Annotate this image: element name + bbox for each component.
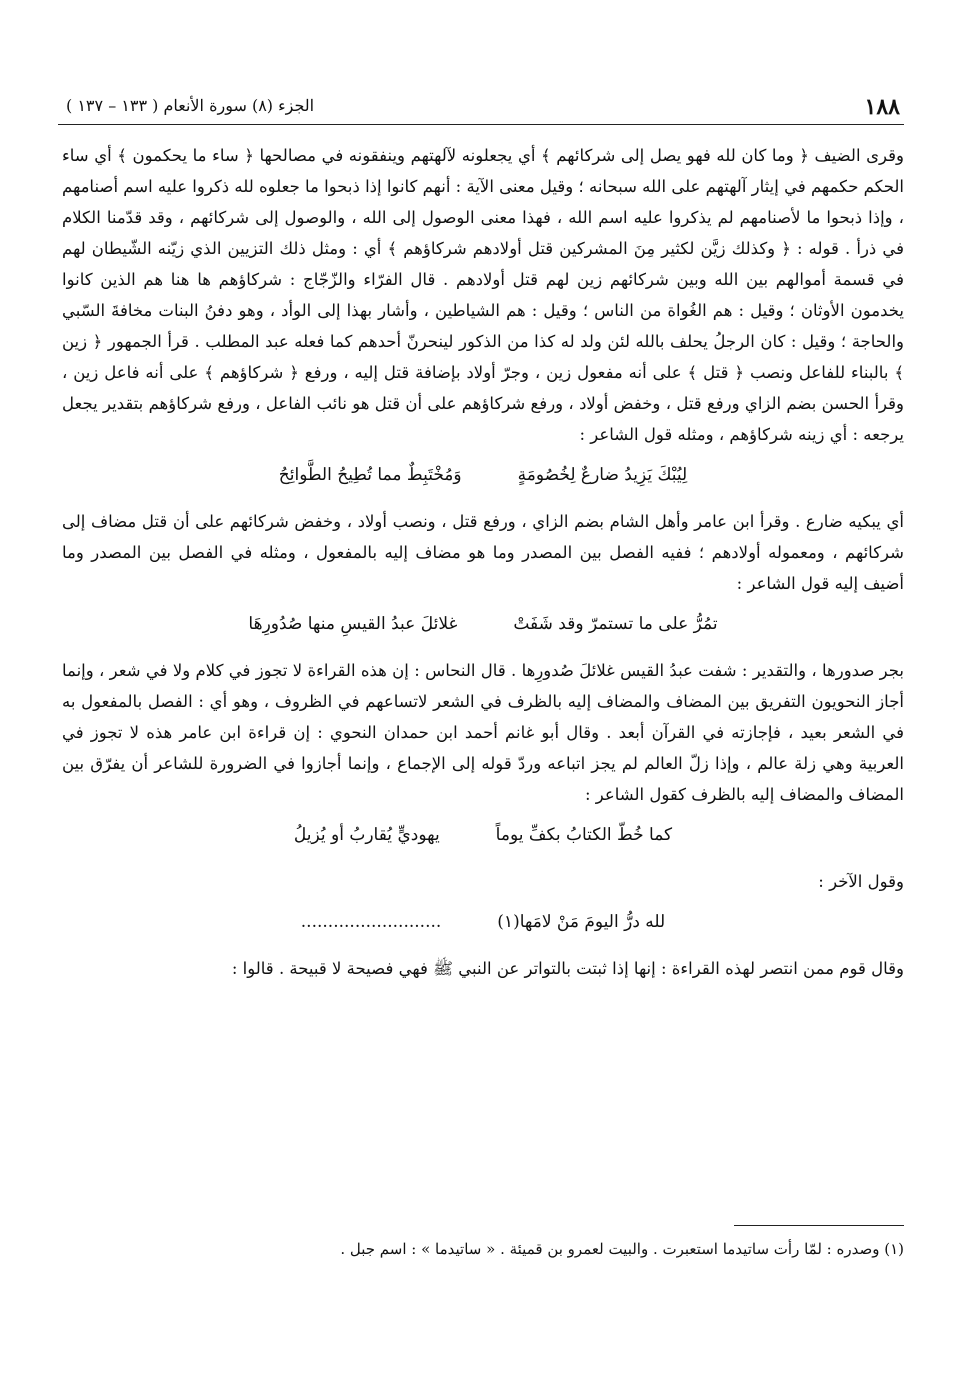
verse-3-first-hemistich: كما خُطّ الكتابُ بكفِّ يوماً — [495, 825, 673, 845]
footnote-divider — [734, 1225, 904, 1226]
verse-4-first-hemistich: لله درُّ اليومَ مَنْ لامَها(١) — [497, 912, 666, 932]
page-number: ١٨٨ — [864, 94, 900, 120]
verse-4-second-hemistich: .......................... — [300, 912, 442, 932]
verse-1-first-hemistich: لِيُبْكَ يَزِيدُ ضارعٌ لِخُصُومَةٍ — [517, 465, 688, 485]
verse-2 — [62, 607, 904, 641]
paragraph-4: وقال قوم ممن انتصر لهذه القراءة : إنها إذا ثبتت بالتواتر عن النبي ﷺ فهي فصيحة لا قبيحة . قالوا : — [231, 959, 904, 978]
page-header — [58, 90, 904, 125]
paragraph-2: أي يبكيه ضارع . وقرأ ابن عامر وأهل الشام بضم الزاي ، ورفع قتل ، ونصب أولاد ، وخفض شركائهم على أن قتل مضاف إلى شركائهم ، ومعموله أولادهم ؛ ففيه الفصل بين المصدر وما هو مضاف إليه بالمفعول ، ومثله في الفصل بين المصدر وما أضيف إليه قول الشاعر : — [62, 512, 904, 593]
verse-1-second-hemistich: وَمُخْتَبِطٌ مما تُطِيحُ الطَّوائِحُ — [278, 465, 462, 485]
verse-2-first-hemistich: تمُرُّ على ما تستمرّ وقد شَفَتْ — [513, 614, 718, 634]
paragraph-3: بجر صدورها ، والتقدير : شفت عبدُ القيس غلائلَ صُدورِها . قال النحاس : إن هذه القراءة لا تجوز في كلام ولا في شعر ، وإنما أجاز النحويون التفريق بين المضاف والمضاف إليه بالظرف في الشعر لاتساعهم في الظروف ، وهو أي : الفصل بالمفعول به في الشعر بعيد ، فإجازته في القرآن أبعد . وقال أبو غانم أحمد ابن حمدان النحوي : إن قراءة ابن عامر هذه لا تجوز في العربية وهي زلة عالم ، وإذا زلّ العالم لم يجز اتباعه وردّ قوله إلى الإجماع ، وإنما أجازوا في الضرورة للشاعر أن يفرّق بين المضاف والمضاف إليه بالظرف كقول الشاعر : — [62, 661, 904, 804]
paragraph-1: وقرى الضيف ﴿ وما كان لله فهو يصل إلى شركائهم ﴾ أي يجعلونه لآلهتهم وينفقونه في مصالحها ﴿ ساء ما يحكمون ﴾ أي ساء الحكم حكمهم في إيثار آلهتهم على الله سبحانه ؛ وقيل معنى الآية : أنهم كانوا إذا ذبحوا ما جعلوه لله ذكروا عليه اسم أصنامهم ، وإذا ذبحوا ما لأصنامهم لم يذكروا عليه اسم الله ، فهذا معنى الوصول إلى الله ، والوصول إلى شركائهم ، وقد قدّمنا الكلام في ذرأ . قوله : ﴿ وكذلك زيَّن لكثير مِنَ المشركين قتل أولادهم شركاؤهم ﴾ أي : ومثل ذلك التزيين الذي زيّنه الشّيطان لهم في قسمة أموالهم بين الله وبين شركائهم زين لهم قتل أولادهم . قال الفرّاء والزّجّاج : شركاؤهم ها هنا هم الذين كانوا يخدمون الأوثان ؛ وقيل : هم الغُواة من الناس ؛ وقيل : هم الشياطين ، وأشار بهذا إلى الوأد ، وهو دفنُ البنات مخافةَ السّبي والحاجة ؛ وقيل : كان الرجلُ يحلف بالله لئن ولد له كذا من الذكور لينحرنّ أحدهم كما فعله عبد المطلب . قرأ الجمهور ﴿ زين ﴾ بالبناء للفاعل ونصب ﴿ قتل ﴾ على أنه مفعول زين ، وجرّ أولاد بإضافة قتل إليه ، ورفع ﴿ شركاؤهم ﴾ على أنه فاعل زين ، وقرأ الحسن بضم الزاي ورفع قتل ، وخفض أولاد ، ورفع شركاؤهم على أن قتل هو نائب الفاعل ، ورفع شركاؤهم بتقدير يجعل يرجعه : أي زينه شركاؤهم ، ومثله قول الشاعر : — [62, 146, 904, 444]
main-text — [62, 140, 904, 992]
verse-4 — [62, 905, 904, 939]
verse-3-second-hemistich: يهوديٍّ يُقاربُ أو يُزيلُ — [293, 825, 440, 845]
footnote: (١) وصدره : لمّا رأت ساتيدما استعبرت . والبيت لعمرو بن قميئة . « ساتيدما » : اسم جبل . — [340, 1240, 904, 1258]
verse-1 — [62, 458, 904, 492]
verse-2-second-hemistich: غلائلَ عبدُ القيسِ منها صُدُورِهَا — [248, 614, 458, 634]
verse-3 — [62, 818, 904, 852]
verse-4-intro: وقول الآخر : — [818, 872, 904, 891]
running-title: الجزء (٨) سورة الأنعام ( ١٣٣ – ١٣٧ ) — [66, 96, 315, 115]
